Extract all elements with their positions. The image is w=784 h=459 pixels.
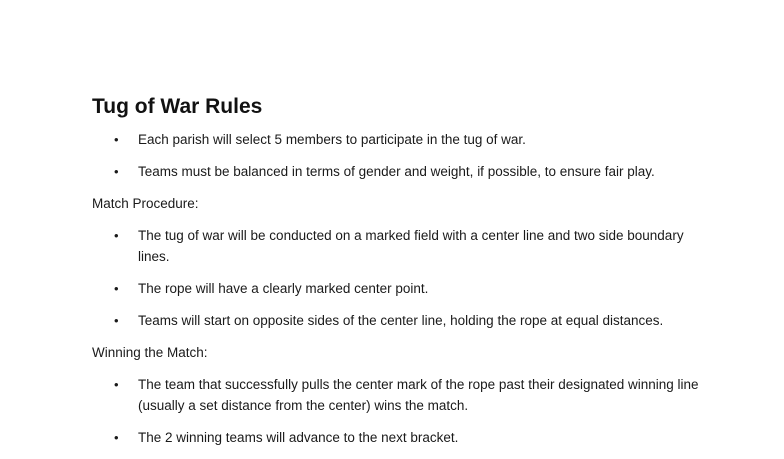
list-item xyxy=(92,161,712,182)
list-item-text: Teams must be balanced in terms of gender and weight, if possible, to ensure fair play. xyxy=(138,164,655,179)
section-heading-winning-the-match: Winning the Match: xyxy=(92,345,208,360)
winning-the-match-list xyxy=(92,374,712,448)
bullet-icon: • xyxy=(114,430,119,445)
list-item xyxy=(92,278,712,299)
list-item-text: Teams will start on opposite sides of the center line, holding the rope at equal distances. xyxy=(138,313,664,328)
list-item-text: Each parish will select 5 members to participate in the tug of war. xyxy=(138,132,526,147)
bullet-icon: • xyxy=(114,281,119,296)
list-item-text: The 2 winning teams will advance to the next bracket. xyxy=(138,430,459,445)
bullet-icon: • xyxy=(114,132,119,147)
bullet-icon: • xyxy=(114,228,119,243)
list-item xyxy=(92,310,712,331)
list-item-text: The rope will have a clearly marked center point. xyxy=(138,281,429,296)
list-item xyxy=(92,225,712,267)
list-item-text: The tug of war will be conducted on a marked field with a center line and two side boundary lines. xyxy=(138,228,684,264)
document-title: Tug of War Rules xyxy=(92,95,263,118)
document-page xyxy=(92,93,712,459)
bullet-icon: • xyxy=(114,377,119,392)
match-procedure-list xyxy=(92,225,712,331)
bullet-icon: • xyxy=(114,164,119,179)
list-item xyxy=(92,374,712,416)
section-heading-match-procedure: Match Procedure: xyxy=(92,196,199,211)
list-item xyxy=(92,427,712,448)
bullet-icon: • xyxy=(114,313,119,328)
list-item xyxy=(92,129,712,150)
intro-bullet-list xyxy=(92,129,712,182)
list-item-text: The team that successfully pulls the center mark of the rope past their designated winning line (usually a set distance from the center) wins the match. xyxy=(138,377,699,413)
